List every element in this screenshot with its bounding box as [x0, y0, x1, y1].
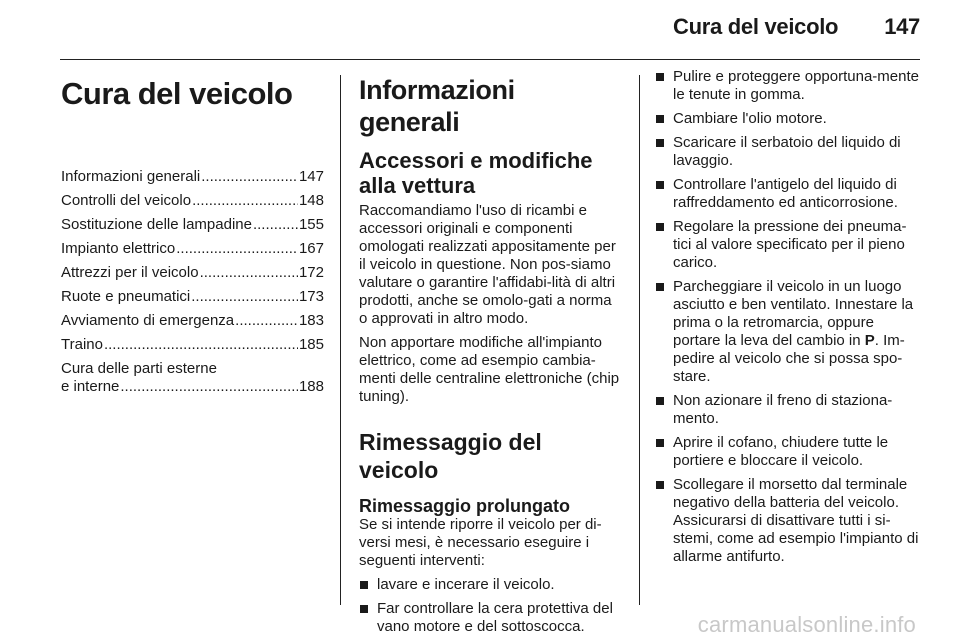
header-divider	[60, 59, 920, 60]
list-item: Regolare la pressione dei pneuma-tici al valore specificato per il pieno carico.	[655, 218, 923, 272]
sub-subsection-title: Rimessaggio prolungato	[359, 496, 571, 516]
contents-column	[61, 68, 324, 402]
toc-entry[interactable]: Attrezzi per il veicolo ..... 172	[61, 264, 324, 282]
paragraph: Raccomandiamo l'uso di ricambi e accessori originali e componenti omologati realizzati appositamente per il veicolo in questione. Non pos-siamo valutare o garantire l'affidabi-lità di altri prodotti, anche se omolo-gati a norma o approvati in altro modo.	[359, 202, 616, 327]
list-item: Far controllare la cera protettiva del vano motore e del sottoscocca.	[359, 600, 621, 636]
toc-entry[interactable]: Ruote e pneumatici ..... 173	[61, 288, 324, 306]
list-item: Parcheggiare il veicolo in un luogo asciutto e ben ventilato. Innestare la prima o la retromarcia, oppure portare la leva del cambio in P. Im-pedire al veicolo che si possa spo-stare.	[655, 278, 923, 386]
list-item: Controllare l'antigelo del liquido di raffreddamento ed anticorrosione.	[655, 176, 923, 212]
paragraph: Non apportare modifiche all'impianto elettrico, come ad esempio cambia-menti delle centraline elettroniche (chip tuning).	[359, 334, 620, 405]
list-item: lavare e incerare il veicolo.	[359, 576, 621, 594]
section-title: Informazioni generali	[359, 75, 515, 137]
table-of-contents	[61, 168, 324, 396]
list-item: Pulire e proteggere opportuna-mente le tenute in gomma.	[655, 68, 923, 104]
column-divider-1	[340, 75, 341, 605]
list-item: Scollegare il morsetto dal terminale negativo della batteria del veicolo. Assicurarsi di disattivare tutti i si-stemi, come ad esempio l'impianto di allarme antifurto.	[655, 476, 923, 566]
toc-entry[interactable]: Controlli del veicolo ..... 148	[61, 192, 324, 210]
gear-position-label: P	[864, 332, 875, 349]
list-item: Scaricare il serbatoio del liquido di lavaggio.	[655, 134, 923, 170]
general-info-column	[359, 68, 621, 642]
subsection-title: Rimessaggio del veicolo	[359, 429, 542, 483]
header-section-title: Cura del veicolo	[673, 14, 839, 39]
list-item: Cambiare l'olio motore.	[655, 110, 923, 128]
chapter-title: Cura del veicolo	[61, 76, 293, 111]
toc-entry[interactable]: Traino ..... 185	[61, 336, 324, 354]
watermark: carmanualsonline.info	[697, 612, 916, 637]
toc-entry[interactable]: Sostituzione delle lampadine ..... 155	[61, 216, 324, 234]
subsection-title: Accessori e modifiche alla vettura	[359, 148, 593, 198]
list-item: Non azionare il freno di staziona-mento.	[655, 392, 923, 428]
storage-steps-column	[655, 68, 923, 572]
list-item: Aprire il cofano, chiudere tutte le portiere e bloccare il veicolo.	[655, 434, 923, 470]
toc-entry[interactable]: Avviamento di emergenza ..... 183	[61, 312, 324, 330]
bullet-list	[655, 68, 923, 566]
paragraph: Se si intende riporre il veicolo per di-versi mesi, è necessario eseguire i seguenti interventi:	[359, 516, 602, 569]
toc-entry[interactable]: Cura delle parti esterne e interne ..... 188	[61, 360, 324, 396]
toc-entry[interactable]: Informazioni generali ..... 147	[61, 168, 324, 186]
running-header	[673, 14, 920, 40]
column-divider-2	[639, 75, 640, 605]
bullet-list	[359, 576, 621, 636]
toc-entry[interactable]: Impianto elettrico ..... 167	[61, 240, 324, 258]
page-number: 147	[884, 14, 920, 39]
